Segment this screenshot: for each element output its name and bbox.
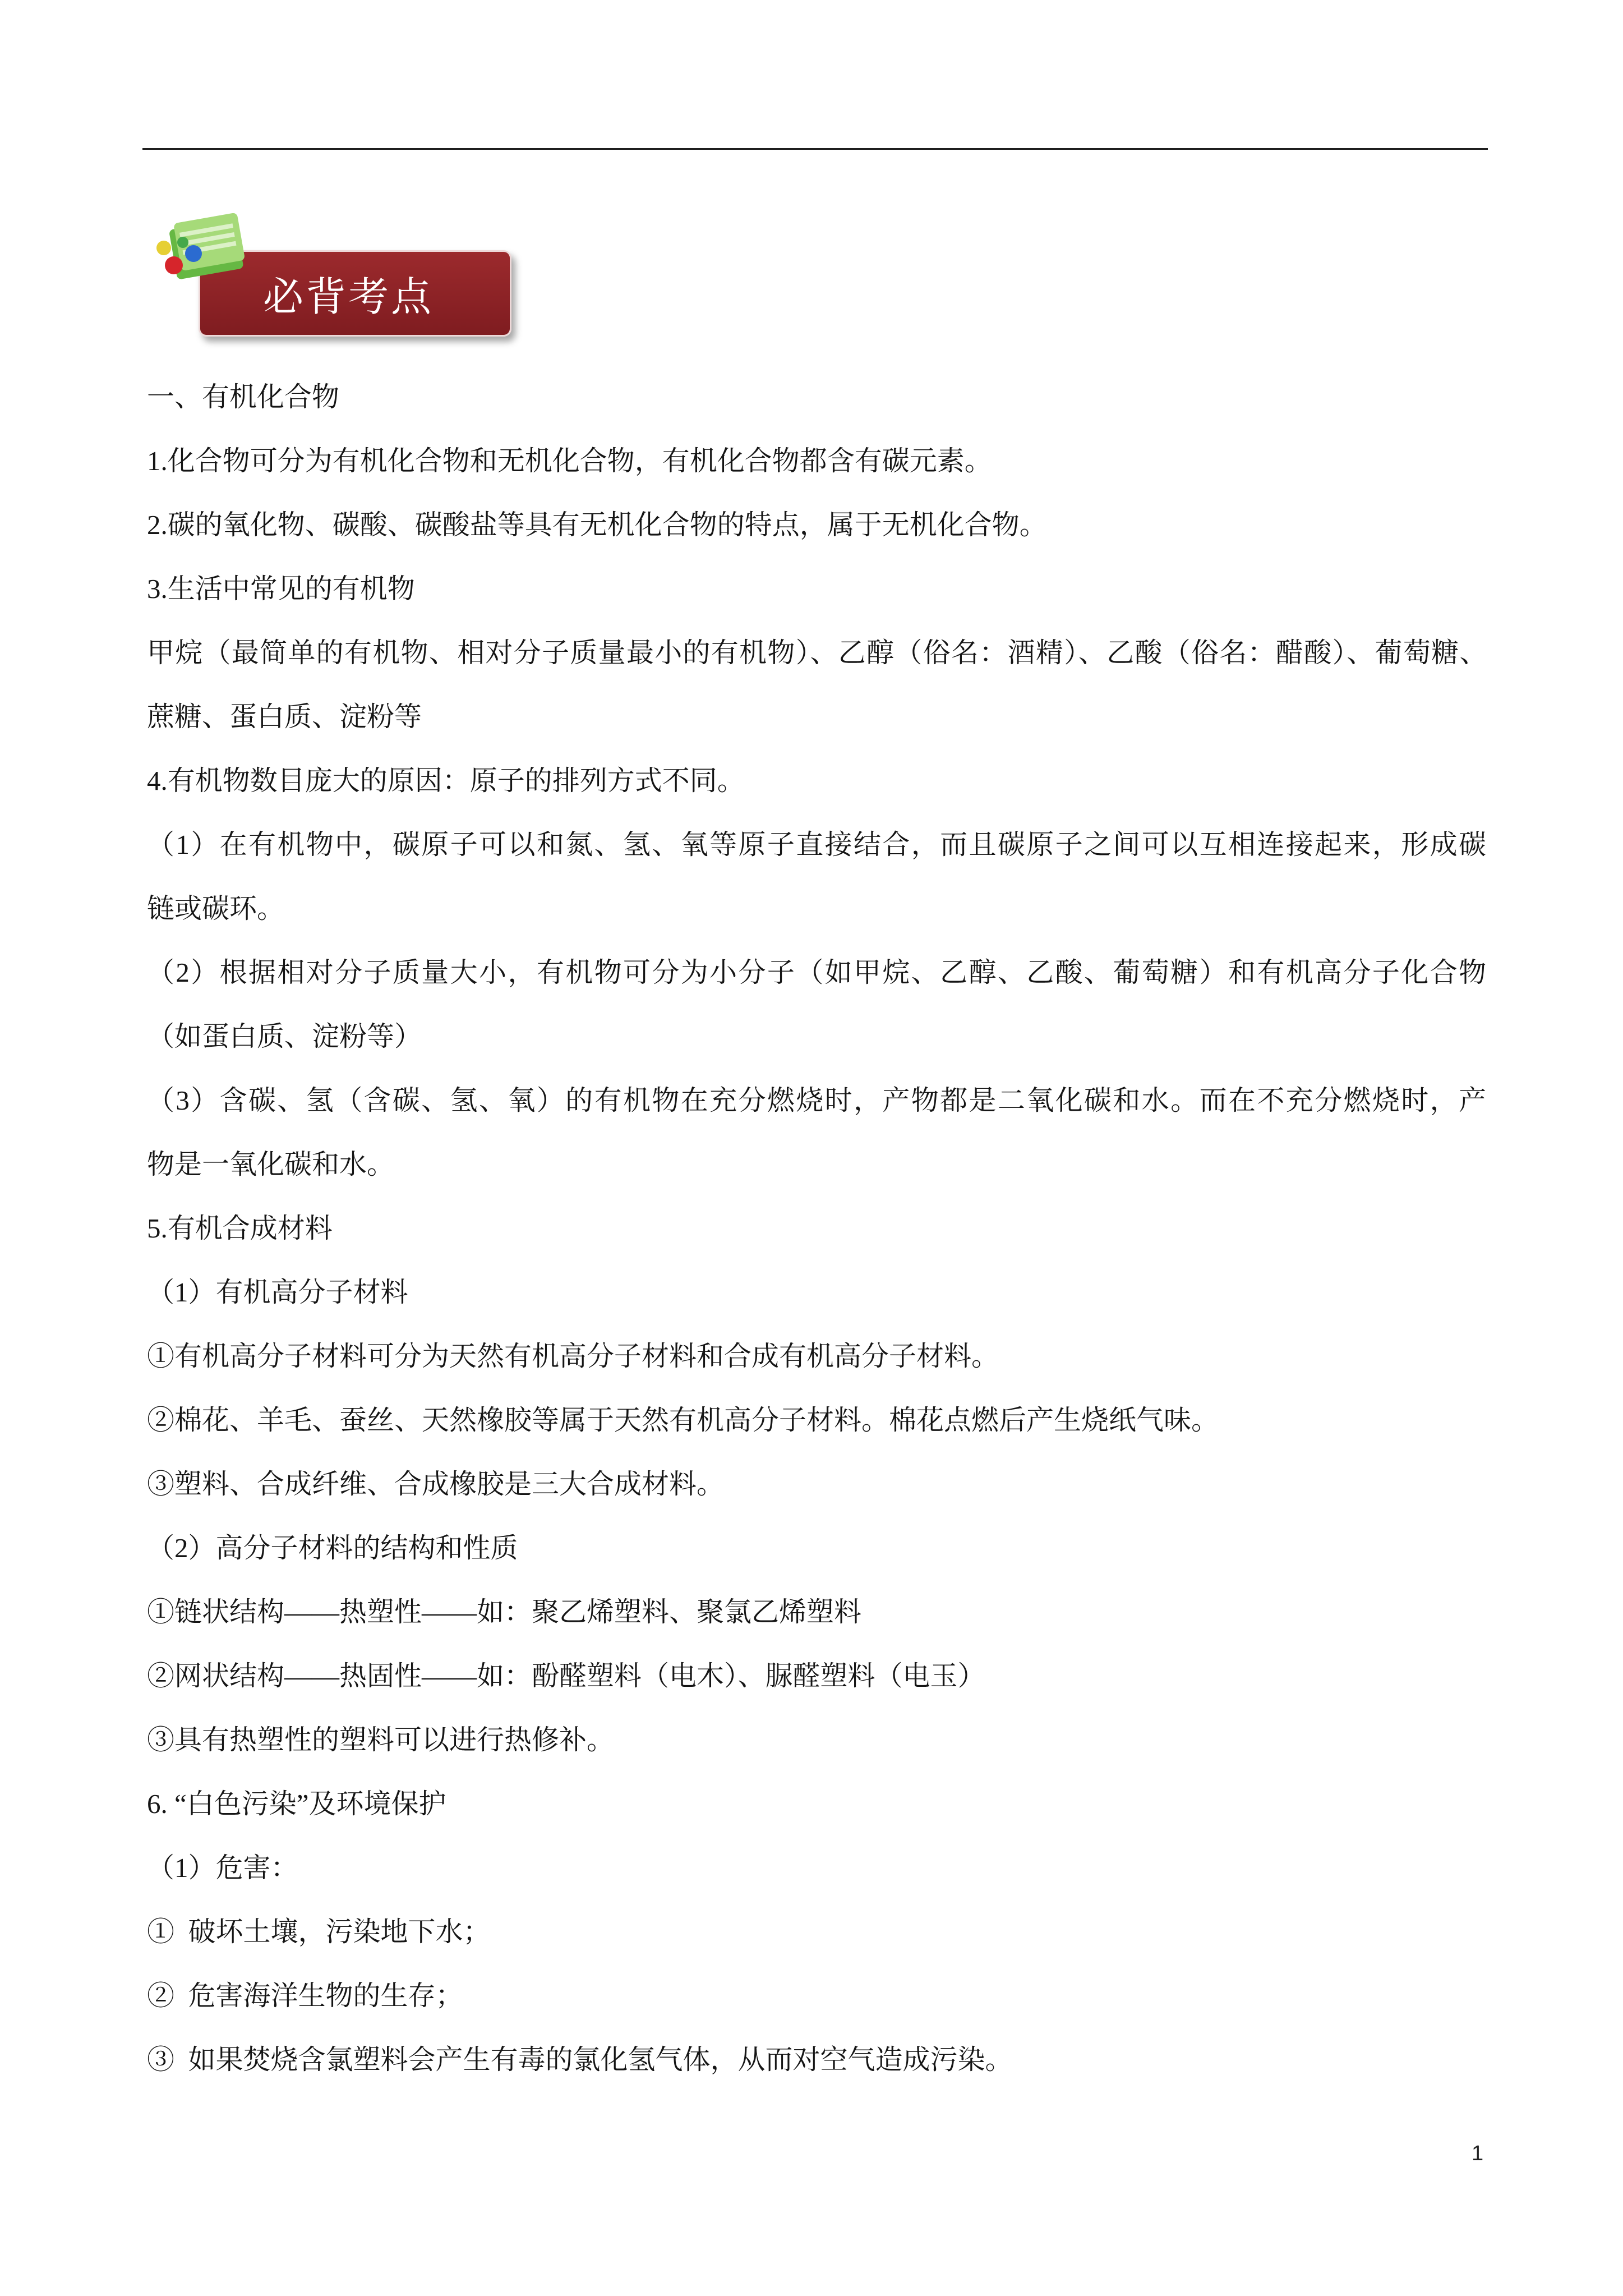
numbered-point: 5.有机合成材料 [147, 1213, 333, 1244]
sub-point-line: 链或碳环。 [147, 893, 285, 924]
numbered-point: 2.碳的氧化物、碳酸、碳酸盐等具有无机化合物的特点，属于无机化合物。 [147, 509, 1047, 540]
paragraph-line: 蔗糖、蛋白质、淀粉等 [147, 701, 422, 732]
sub-point-line: 物是一氧化碳和水。 [147, 1149, 395, 1180]
circled-item: ①有机高分子材料可分为天然有机高分子材料和合成有机高分子材料。 [147, 1341, 999, 1372]
sub-heading: （1）危害： [147, 1852, 298, 1883]
circled-item: ①链状结构——热塑性——如：聚乙烯塑料、聚氯乙烯塑料 [147, 1596, 862, 1627]
circled-item: ① 破坏土壤，污染地下水； [147, 1916, 491, 1947]
banner-title: 必背考点 [263, 273, 434, 320]
numbered-point: 4.有机物数目庞大的原因：原子的排列方式不同。 [147, 765, 745, 796]
circled-item: ② 危害海洋生物的生存； [147, 1980, 463, 2011]
document-body [147, 365, 1486, 2092]
sub-point-line: （1）在有机物中，碳原子可以和氮、氢、氧等原子直接结合，而且碳原子之间可以互相连接起来，形成碳 [147, 829, 1486, 860]
circled-item: ②网状结构——热固性——如：酚醛塑料（电木）、脲醛塑料（电玉） [147, 1660, 985, 1691]
circled-item: ③塑料、合成纤维、合成橡胶是三大合成材料。 [147, 1469, 725, 1499]
numbered-point: 6. “白色污染”及环境保护 [147, 1788, 446, 1819]
molecule-folder-icon [147, 213, 253, 297]
sub-point-line: （3）含碳、氢（含碳、氢、氧）的有机物在充分燃烧时，产物都是二氧化碳和水。而在不充分燃烧时，产 [147, 1085, 1486, 1116]
sub-point-line: （2）根据相对分子质量大小，有机物可分为小分子（如甲烷、乙醇、乙酸、葡萄糖）和有机高分子化合物 [147, 957, 1486, 988]
circled-item: ②棉花、羊毛、蚕丝、天然橡胶等属于天然有机高分子材料。棉花点燃后产生烧纸气味。 [147, 1405, 1219, 1435]
paragraph-line: 甲烷（最简单的有机物、相对分子质量最小的有机物）、乙醇（俗名：酒精）、乙酸（俗名：醋酸）、葡萄糖、 [147, 637, 1486, 668]
header-rule [142, 148, 1488, 150]
sub-point-line: （如蛋白质、淀粉等） [147, 1021, 422, 1052]
numbered-point: 1.化合物可分为有机化合物和无机化合物，有机化合物都含有碳元素。 [147, 445, 992, 476]
section-heading: 一、有机化合物 [147, 381, 340, 412]
circled-item: ③ 如果焚烧含氯塑料会产生有毒的氯化氢气体，从而对空气造成污染。 [147, 2044, 1013, 2075]
circled-item: ③具有热塑性的塑料可以进行热修补。 [147, 1724, 615, 1755]
sub-heading: （2）高分子材料的结构和性质 [147, 1533, 518, 1563]
sub-heading: （1）有机高分子材料 [147, 1277, 408, 1308]
page-number: 1 [1472, 2142, 1484, 2165]
numbered-point: 3.生活中常见的有机物 [147, 573, 415, 604]
